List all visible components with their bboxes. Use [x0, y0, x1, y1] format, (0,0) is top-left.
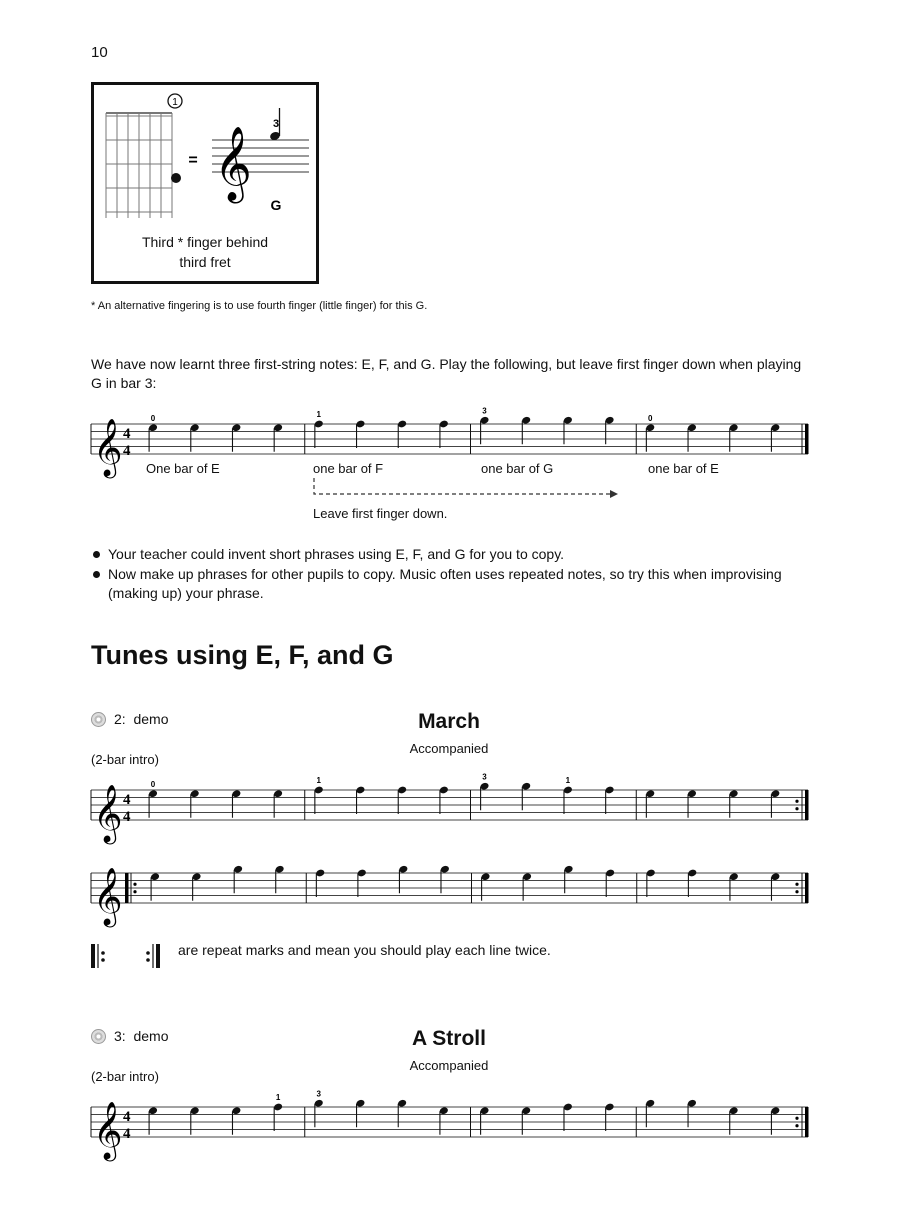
treble-clef-icon: 𝄞 — [93, 784, 123, 842]
staff-system — [91, 772, 809, 845]
bar-label-1: One bar of E — [146, 461, 220, 476]
fingering-number: 3 — [272, 118, 280, 130]
treble-clef-icon: 𝄞 — [93, 418, 123, 476]
time-signature-top: 4 — [123, 426, 131, 442]
fingering-number: 1 — [275, 1093, 281, 1102]
bullet-item: Now make up phrases for other pupils to copy. Music often uses repeated notes, so try this when improvising (making up) your phrase. — [91, 565, 811, 603]
time-signature-bottom: 4 — [123, 443, 131, 459]
repeat-dot — [795, 1124, 798, 1127]
repeat-dot — [795, 890, 798, 893]
repeat-explanation: are repeat marks and mean you should play each line twice. — [178, 942, 551, 958]
time-signature-bottom: 4 — [123, 1126, 131, 1142]
treble-clef-icon: 𝄞 — [93, 1101, 123, 1159]
track-number: 3: — [114, 1028, 126, 1044]
time-signature-top: 4 — [123, 792, 131, 808]
fingering-number: 3 — [482, 406, 487, 416]
track-number: 2: — [114, 711, 126, 727]
tune-title-a-stroll: A Stroll — [412, 1027, 486, 1050]
repeat-dot — [133, 883, 136, 886]
start-repeat-thick — [125, 873, 129, 903]
cd-track-a-stroll[interactable] — [91, 1028, 169, 1044]
footnote: * An alternative fingering is to use fourth finger (little finger) for this G. — [91, 300, 428, 312]
repeat-dot — [795, 883, 798, 886]
note-name: G — [270, 197, 282, 213]
cd-icon — [91, 1029, 106, 1044]
demo-label: demo — [133, 711, 169, 727]
fingering-number: 1 — [316, 776, 321, 785]
fingering-number: 0 — [648, 413, 653, 423]
repeat-marks-icon — [88, 941, 168, 971]
end-barline-thick — [805, 790, 809, 820]
bar-label-4: one bar of E — [648, 461, 719, 476]
bar-label-2: one bar of F — [313, 461, 384, 476]
equals-sign: = — [188, 152, 198, 169]
treble-clef-icon: 𝄞 — [214, 127, 252, 201]
repeat-dot — [795, 1117, 798, 1120]
repeat-dot — [795, 807, 798, 810]
section-title: Tunes using E, F, and G — [91, 640, 394, 670]
fingering-number: 0 — [150, 779, 156, 789]
time-signature-bottom: 4 — [123, 809, 131, 825]
treble-clef-icon: 𝄞 — [93, 867, 123, 925]
bullet-item: Your teacher could invent short phrases using E, F, and G for you to copy. — [91, 545, 811, 564]
caption-line-1: Third * finger behind — [141, 234, 269, 250]
time-signature-top: 4 — [123, 1109, 131, 1125]
fingering-number: 1 — [316, 410, 321, 419]
staff-system — [91, 1089, 809, 1162]
fingering-number: 3 — [316, 1089, 321, 1099]
fingering-number: 0 — [150, 413, 156, 423]
bar-label-3: one bar of G — [481, 461, 554, 476]
repeat-dot — [795, 800, 798, 803]
caption-line-2: third fret — [179, 254, 231, 270]
repeat-dot — [133, 890, 136, 893]
tune-title-march: March — [418, 710, 480, 733]
string-number: 1 — [172, 97, 178, 108]
end-barline-thick — [805, 873, 809, 903]
tune-subtitle: Accompanied — [409, 741, 489, 756]
demo-label: demo — [133, 1028, 169, 1044]
intro-paragraph: We have now learnt three first-string notes: E, F, and G. Play the following, but leave first finger down when playing G in bar 3: — [91, 356, 802, 391]
arrow-label: Leave first finger down. — [313, 506, 448, 521]
end-barline-thick — [805, 1107, 809, 1137]
fingering-number: 3 — [482, 772, 487, 782]
staff-system — [91, 865, 809, 928]
intro-label: (2-bar intro) — [91, 752, 159, 767]
page-number: 10 — [91, 44, 108, 61]
tune-subtitle: Accompanied — [409, 1058, 489, 1073]
intro-label: (2-bar intro) — [91, 1069, 159, 1084]
fingering-number: 1 — [565, 776, 571, 785]
